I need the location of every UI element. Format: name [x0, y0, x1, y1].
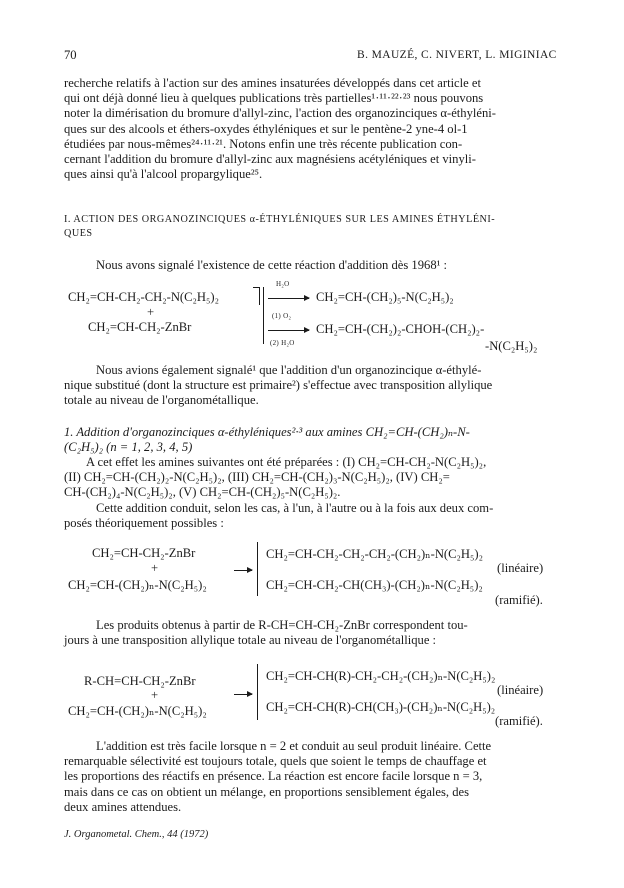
reactant-b: CH₂=CH-(CH₂)ₙ-N(C₂H₅)₂ [68, 578, 207, 592]
paragraph-3 [64, 618, 558, 648]
product-branched: CH₂=CH-CH(R)-CH(CH₃)-(CH₂)ₙ-N(C₂H₅)₂ [266, 700, 496, 714]
text-line: L'addition est très facile lorsque n = 2 et conduit au seul produit linéaire. Cette [96, 739, 492, 753]
intro-paragraph [64, 76, 558, 182]
heading-line: I. ACTION DES ORGANOZINCIQUES α-ÉTHYLÉNIQUES SUR LES AMINES ÉTHYLÉNI- [64, 214, 496, 225]
arrow-icon [234, 694, 252, 695]
running-header-authors: B. MAUZÉ, C. NIVERT, L. MIGINIAC [357, 49, 557, 61]
text-line: (II) CH₂=CH-(CH₂)₂-N(C₂H₅)₂, (III) CH₂=CH-(CH₂)₃-N(C₂H₅)₂, (IV) CH₂= [64, 470, 450, 485]
label-branched: (ramifié). [495, 714, 543, 728]
text-line: totale au niveau de l'organométallique. [64, 393, 259, 408]
text-line: CH-(CH₂)₄-N(C₂H₅)₂, (V) CH₂=CH-(CH₂)₅-N(C₂H₅)₂. [64, 485, 341, 500]
text-line: Cette addition conduit, selon les cas, à l'un, à l'autre ou à la fois aux deux com- [96, 500, 494, 515]
text-line: étudiées par nous-mêmes²⁴·¹¹·²¹. Notons enfin une très récente publication con- [64, 136, 463, 151]
reactant-b: CH₂=CH-CH₂-ZnBr [88, 320, 192, 334]
preparation-paragraph [64, 455, 558, 531]
plus-sign: + [151, 561, 159, 575]
text-line: ques sur des alcools et éthers-oxydes éthyléniques et sur le pentène-2 yne-4 ol-1 [64, 121, 468, 136]
brace-left [257, 542, 258, 596]
arrow-icon [268, 330, 309, 331]
text-line: remarquable sélectivité est toujours totale, quels que soient le temps de chauffage et [64, 754, 487, 769]
reactant-a: R-CH=CH-CH₂-ZnBr [84, 674, 196, 688]
text-line: nique substitué (dont la structure est primaire²) s'effectue avec transposition allylique [64, 378, 493, 393]
product-b-continued: -N(C₂H₅)₂ [485, 339, 538, 353]
brace-right [253, 287, 260, 305]
product-a: CH₂=CH-(CH₂)₅-N(C₂H₅)₂ [316, 290, 454, 304]
paragraph-4 [64, 739, 558, 815]
text-line: recherche relatifs à l'action sur des amines insaturées développés dans cet article et [64, 76, 481, 90]
page-number: 70 [64, 48, 77, 62]
text-line: noter la dimérisation du bromure d'allyl-zinc, l'action des organozinciques α-éthyléni- [64, 106, 496, 121]
section-heading [64, 213, 558, 241]
brace-left [263, 287, 264, 344]
arrow-icon [234, 570, 252, 571]
paragraph-1: Nous avons signalé l'existence de cette réaction d'addition dès 1968¹ : [96, 258, 448, 272]
condition-top: H₂O [276, 280, 290, 288]
plus-sign: + [147, 305, 155, 319]
product-branched: CH₂=CH-CH₂-CH(CH₃)-(CH₂)ₙ-N(C₂H₅)₂ [266, 578, 483, 592]
text-line: jours à une transposition allylique totale au niveau de l'organométallique : [64, 633, 437, 648]
text-line: mais dans ce cas on obtient un mélange, en proportions sensiblement égales, des [64, 784, 469, 799]
heading-line: QUES [64, 228, 93, 239]
label-branched: (ramifié). [495, 593, 543, 607]
text-line: posés théoriquement possibles : [64, 515, 224, 530]
product-b: CH₂=CH-(CH₂)₂-CHOH-(CH₂)₂- [316, 322, 485, 336]
plus-sign: + [151, 688, 159, 702]
reactant-a: CH₂=CH-CH₂-ZnBr [92, 546, 196, 560]
condition-2: (2) H₂O [270, 339, 295, 347]
text-line: cernant l'addition du bromure d'allyl-zinc aux magnésiens acétyléniques et vinyli- [64, 152, 476, 167]
arrow-icon [268, 298, 309, 299]
subsection-heading [64, 425, 558, 455]
text-line: Nous avions également signalé¹ que l'addition d'un organozincique α-éthylé- [96, 363, 482, 377]
journal-footer: J. Organometal. Chem., 44 (1972) [64, 829, 209, 840]
text-line: Les produits obtenus à partir de R-CH=CH-CH₂-ZnBr correspondent tou- [96, 618, 468, 632]
condition-1: (1) O₂ [272, 312, 292, 320]
paragraph-2 [64, 363, 558, 409]
text-line: qui ont déjà donné lieu à quelques publications très partielles¹·¹¹·²²·²³ nous pouvons [64, 91, 484, 106]
product-linear: CH₂=CH-CH(R)-CH₂-CH₂-(CH₂)ₙ-N(C₂H₅)₂ [266, 669, 496, 683]
text-line: les proportions des réactifs en présence. La réaction est encore facile lorsque n = 3, [64, 769, 483, 784]
reactant-a: CH₂=CH-CH₂-CH₂-N(C₂H₅)₂ [68, 290, 219, 304]
text-line: A cet effet les amines suivantes ont été préparées : (I) CH₂=CH-CH₂-N(C₂H₅)₂, [86, 455, 487, 469]
text-line: ques ainsi qu'à l'alcool propargylique²⁵. [64, 167, 263, 182]
label-linear: (linéaire) [497, 683, 544, 697]
text-line: deux amines attendues. [64, 799, 182, 814]
reactant-b: CH₂=CH-(CH₂)ₙ-N(C₂H₅)₂ [68, 704, 207, 718]
heading-line: 1. Addition d'organozinciques α-éthyléniques²·³ aux amines CH₂=CH-(CH₂)ₙ-N- [64, 425, 470, 439]
label-linear: (linéaire) [497, 561, 544, 575]
product-linear: CH₂=CH-CH₂-CH₂-CH₂-(CH₂)ₙ-N(C₂H₅)₂ [266, 547, 483, 561]
brace-left [257, 664, 258, 720]
heading-line: (C₂H₅)₂ (n = 1, 2, 3, 4, 5) [64, 440, 193, 455]
